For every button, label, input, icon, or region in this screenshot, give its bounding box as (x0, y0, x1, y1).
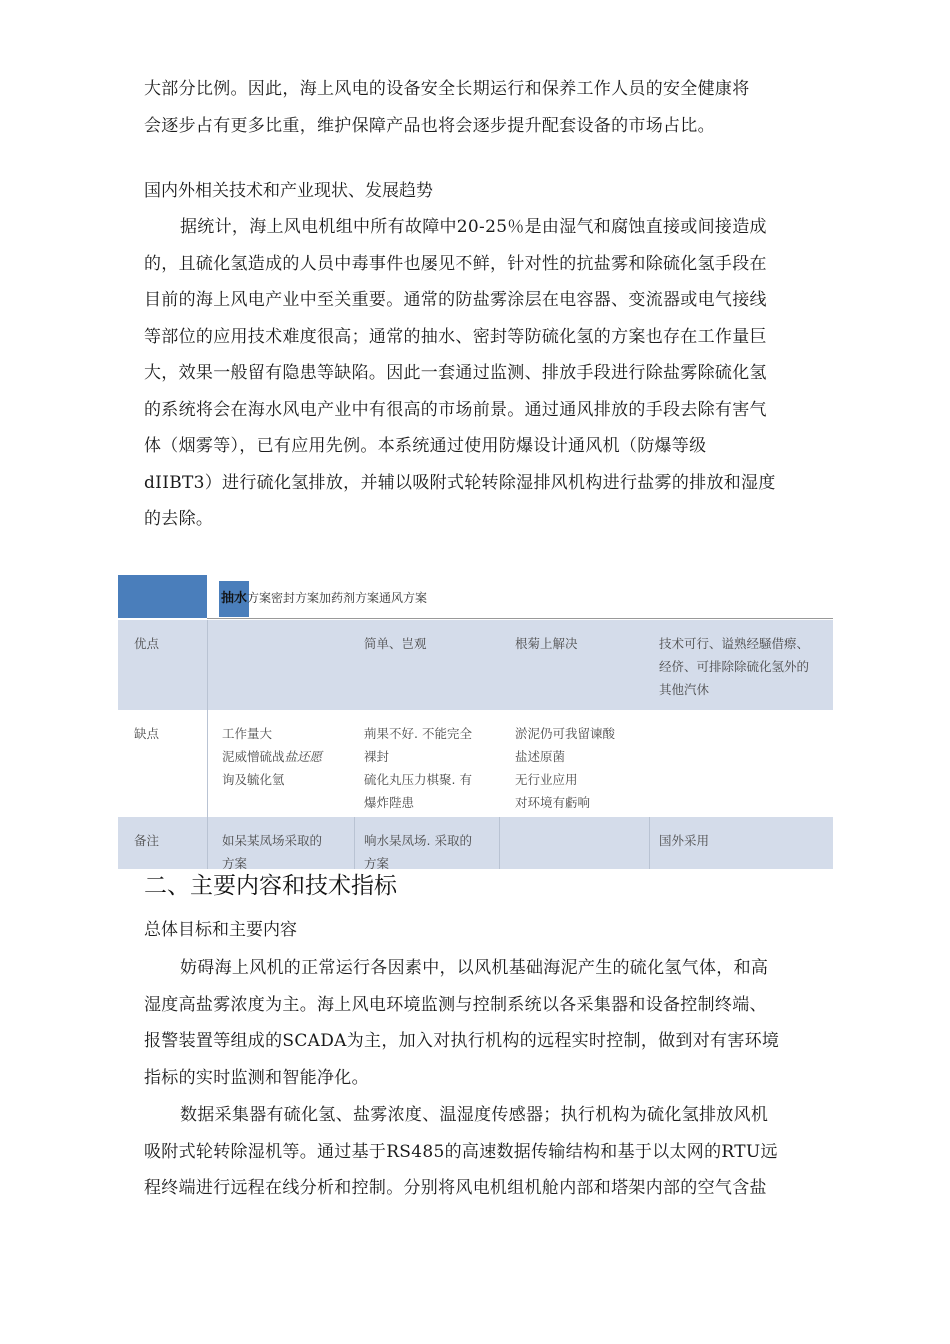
cell-line: 询及毓化氫 (222, 772, 285, 787)
paragraph-statistics (144, 209, 834, 538)
paragraph-goals (144, 950, 834, 1096)
table-header-corner (118, 575, 207, 618)
table-header-bold: 抽水 (221, 591, 248, 606)
cell-line: 国外采用 (659, 833, 710, 848)
cell-line: 裸封 (364, 749, 390, 764)
table-cell (222, 722, 352, 791)
section-heading: 二、主要内容和技术指标 (144, 873, 397, 899)
text-line: 指标的实时监测和智能净化。 (144, 1067, 369, 1088)
cell-line: 爆炸陛患 (364, 795, 415, 810)
cell-line: 淤泥仍可我留谏酸 (515, 726, 616, 741)
table-header-row (221, 587, 427, 606)
cell-line: 方案 (222, 856, 248, 871)
subheading-industry-status: 国内外相关技术和产业现状、发展趋势 (144, 181, 433, 201)
text-line: 的，且硫化氢造成的人员中毒事件也屡见不鲜，针对性的抗盐雾和除硫化氢手段在 (144, 253, 767, 274)
cell-line: 对环境有虧响 (515, 795, 591, 810)
table-header-rest: 方案密封方案加药剂方案通风方案 (247, 591, 428, 605)
cell-line: 工作量大 (222, 726, 273, 741)
table-cell (659, 829, 829, 852)
row-label: 优点 (134, 636, 160, 651)
table-column-divider (499, 817, 500, 869)
cell-line (222, 745, 352, 768)
row-label: 缺点 (134, 726, 160, 741)
cell-line: 经侪、可排除除硫化氢外的 (659, 659, 810, 674)
table-cell (515, 722, 645, 814)
text-line: 目前的海上风电产业中至关重要。通常的防盐雾涂层在电容器、变流器或电气接线 (144, 290, 767, 310)
cell-line: 方案 (364, 856, 390, 871)
row-label: 备注 (134, 833, 160, 848)
cell-text-italic: 盐还愿 (284, 749, 323, 764)
text-line: dIIBT3）进行硫化氢排放，并辅以吸附式轮转除湿排风机构进行盐雾的排放和湿度 (144, 472, 776, 493)
text-line: 的系统将会在海水风电产业中有很高的市场前景。通过通风排放的手段去除有害气 (144, 399, 767, 420)
cell-line: 简单、岂观 (364, 636, 427, 651)
text-line: 体（烟雾等），已有应用先例。本系统通过使用防爆设计通风机（防爆等级 (144, 436, 707, 456)
text-line: 据统计，海上风电机组中所有故障中20-25％是由湿气和腐蚀直接或间接造成 (180, 217, 767, 237)
table-row-notes (118, 817, 833, 869)
text-line: 的去除。 (144, 509, 214, 529)
comparison-table (118, 575, 833, 869)
table-column-divider (207, 620, 208, 869)
text-line: 大部分比例。因此，海上风电的设备安全长期运行和保养工作人员的安全健康将 (144, 79, 750, 99)
subheading-goals: 总体目标和主要内容 (144, 920, 297, 940)
table-column-divider (354, 817, 355, 869)
cell-line: 硫化丸压力棋聚. 有 (364, 772, 472, 787)
table-cell (515, 632, 645, 655)
paragraph-data-collection (144, 1097, 834, 1207)
table-header-divider (207, 618, 833, 619)
cell-line: 荊果不好. 不能完全 (364, 726, 472, 741)
table-cell (659, 632, 829, 701)
cell-line: 其他汽休 (659, 682, 710, 697)
text-line: 大，效果一般留有隐患等缺陷。因此一套通过监测、排放手段进行除盐雾除硫化氢 (144, 363, 767, 383)
table-cell (364, 632, 494, 655)
text-line: 程终端进行远程在线分析和控制。分别将风电机组机舱内部和塔架内部的空气含盐 (144, 1178, 767, 1198)
text-line: 湿度高盐雾浓度为主。海上风电环境监测与控制系统以各采集器和设备控制终端、 (144, 994, 767, 1015)
table-row-disadvantages (118, 710, 833, 817)
cell-line: 如呆某凤场采取的 (222, 833, 323, 848)
cell-line: 响水杲凤场. 采取的 (364, 833, 472, 848)
cell-text: 泥威憎硫战 (222, 749, 285, 764)
text-line: 会逐步占有更多比重，维护保障产品也将会逐步提升配套设备的市场占比。 (144, 115, 715, 136)
cell-line: 根菊上解决 (515, 636, 578, 651)
table-column-divider (649, 817, 650, 869)
text-line: 妨碍海上风机的正常运行各因素中，以风机基础海泥产生的硫化氢气体，和高 (180, 958, 769, 978)
text-line: 吸附式轮转除湿机等。通过基于RS485的高速数据传输结构和基于以太网的RTU远 (144, 1141, 778, 1162)
text-line: 等部位的应用技术难度很高；通常的抽水、密封等防硫化氢的方案也存在工作量巨 (144, 326, 767, 347)
cell-line: 技术可行、谥熟经騒借瘵、 (659, 636, 810, 651)
paragraph-intro-tail (144, 71, 834, 144)
cell-line: 盐述原菌 (515, 749, 566, 764)
text-line: 数据采集器有硫化氢、盐雾浓度、温湿度传感器；执行机构为硫化氢排放风机 (180, 1105, 769, 1125)
text-line: 报警装置等组成的SCADA为主，加入对执行机构的远程实时控制，做到对有害环境 (144, 1031, 780, 1051)
table-cell (364, 722, 494, 814)
table-row-advantages (118, 620, 833, 710)
cell-line: 无行业应用 (515, 772, 578, 787)
